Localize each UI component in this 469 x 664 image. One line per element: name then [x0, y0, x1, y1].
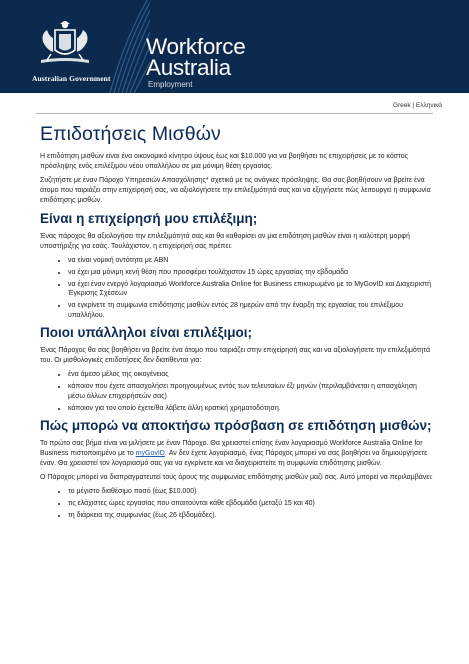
section1-paragraph: Ένας πάροχος θα αξιολογήσει την επιλεξιμότητά σας και θα καθορίσει αν μια επιδότηση μισθών είναι η καλύτερη μορφή υποστήριξης για εσάς. Τουλάχιστον, η επιχείρησή σας πρέπει:: [40, 232, 410, 250]
section-heading-access: Πώς μπορώ να αποκτήσω πρόσβαση σε επιδότηση μισθών;: [40, 418, 432, 434]
section-heading-employee-eligibility: Ποιοι υπάλληλοι είναι επιλέξιμοι;: [40, 325, 253, 341]
page-title: Επιδοτήσεις Μισθών: [40, 123, 221, 145]
ineligible-employees-list: [40, 370, 433, 413]
section-heading-business-eligibility: Είναι η επιχείρησή μου επιλέξιμη;: [40, 211, 258, 226]
intro-paragraph-2: Συζητήστε με έναν Πάροχο Υπηρεσιών Απασχόλησης* σχετικά με τις ανάγκες πρόσληψης. Θα σας βοηθήσουν να βρείτε ένα άτομο που ταιριάζει στην επιχείρησή σας, να αξιολογήσετε την επιλεξιμότητά σας και να εξηγήσετε πώς λειτουργεί η συμφωνία επιδότησης μισθών.: [40, 177, 431, 204]
business-requirements-list: [40, 256, 433, 321]
document-body: [40, 123, 433, 525]
mygovid-link[interactable]: myGovID: [135, 450, 165, 458]
list-item: • να έχει μια μόνιμη κενή θέση που προσφέρει τουλάχιστον 15 ώρες εργασίας την εβδομάδα: [68, 268, 433, 278]
page-header: [0, 0, 469, 93]
brand-subtitle: Employment: [148, 80, 193, 89]
list-item: • να έχει έναν ενεργό λογαριασμό Workforce Australia Online for Business επικυρωμένο με το MyGovID και Διαχειριστή Έγκρισης Σχέσεων: [68, 280, 433, 299]
brand-line-1: Workforce: [146, 34, 246, 59]
list-item: • τις ελάχιστες ώρες εργασίας που απαιτούνται κάθε εβδομάδα (μεταξύ 15 και 40): [68, 499, 433, 509]
list-item: • να εγκρίνετε τη συμφωνία επιδότησης μισθών εντός 28 ημερών από την έναρξη της εργασίας του επιλέξιμου υπαλλήλου.: [68, 301, 433, 320]
brand-title: [146, 36, 245, 78]
section3-text-after-link: . Αν δεν έχετε λογαριασμό, ένας Πάροχος μπορεί να σας βοηθήσει να δημιουργήσετε έναν. Θα χρειαστεί τον λογαριασμό σας για να εγκρίνετε και να διαχειριστείτε τη συμφωνία επιδότησης μισθών.: [40, 450, 428, 468]
coat-of-arms-icon: [33, 16, 97, 72]
brand-swoosh-icon: [104, 0, 150, 93]
list-item: • κάποιον για τον οποίο έχετε/θα λάβετε άλλη κρατική χρηματοδότηση.: [68, 404, 433, 414]
list-item: • τη διάρκεια της συμφωνίας (έως 26 εβδομάδες).: [68, 511, 433, 521]
agreement-terms-list: [40, 487, 433, 521]
list-item: • το μέγιστο διαθέσιμο ποσό (έως $10.000): [68, 487, 433, 497]
government-label: Australian Government: [32, 74, 111, 83]
section3-paragraph-2: Ο Πάροχος μπορεί να διαπραγματευτεί τους όρους της συμφωνίας επιδότησης μισθών μαζί σας. Αυτό μπορεί να περιλαμβάνει:: [40, 474, 433, 482]
intro-paragraph-1: Η επιδότηση μισθών είναι ένα οικονομικό κίνητρο ύψους έως και $10.000 για να βοηθήσει τις επιχειρήσεις με το κόστος πρόσληψης ενός επιλέξιμου νέου υπαλλήλου σε μια μόνιμη θέση εργασίας.: [40, 153, 408, 170]
list-item: • κάποιον που έχετε απασχολήσει προηγουμένως εντός των τελευταίων έξι μηνών (περιλαμβάνεται η απασχόληση μέσω άλλων επιχειρήσεών σας): [68, 382, 433, 401]
section3-paragraph-1: [40, 439, 433, 469]
list-item: • να είναι νομική οντότητα με ABN: [68, 256, 433, 266]
brand-line-2: Australia: [146, 55, 231, 80]
section3-text-before-link: Το πρώτο σας βήμα είναι να μιλήσετε με έναν Πάροχο. Θα χρειαστεί επίσης έναν λογαριασμό Workforce Australia Online for Business πιστοποιημένο με το: [40, 440, 423, 458]
section2-paragraph: Ένας Πάροχος θα σας βοηθήσει να βρείτε ένα άτομο που ταιριάζει στην επιχείρησή σας και να αξιολογήσετε την επιλεξιμότητά του. Οι μισθολογικές επιδοτήσεις δεν διατίθενται για:: [40, 347, 431, 365]
language-tag: Greek | Ελληνικά: [392, 102, 442, 109]
divider: [36, 113, 433, 114]
list-item: • ένα άμεσο μέλος της οικογένειας: [68, 370, 433, 380]
